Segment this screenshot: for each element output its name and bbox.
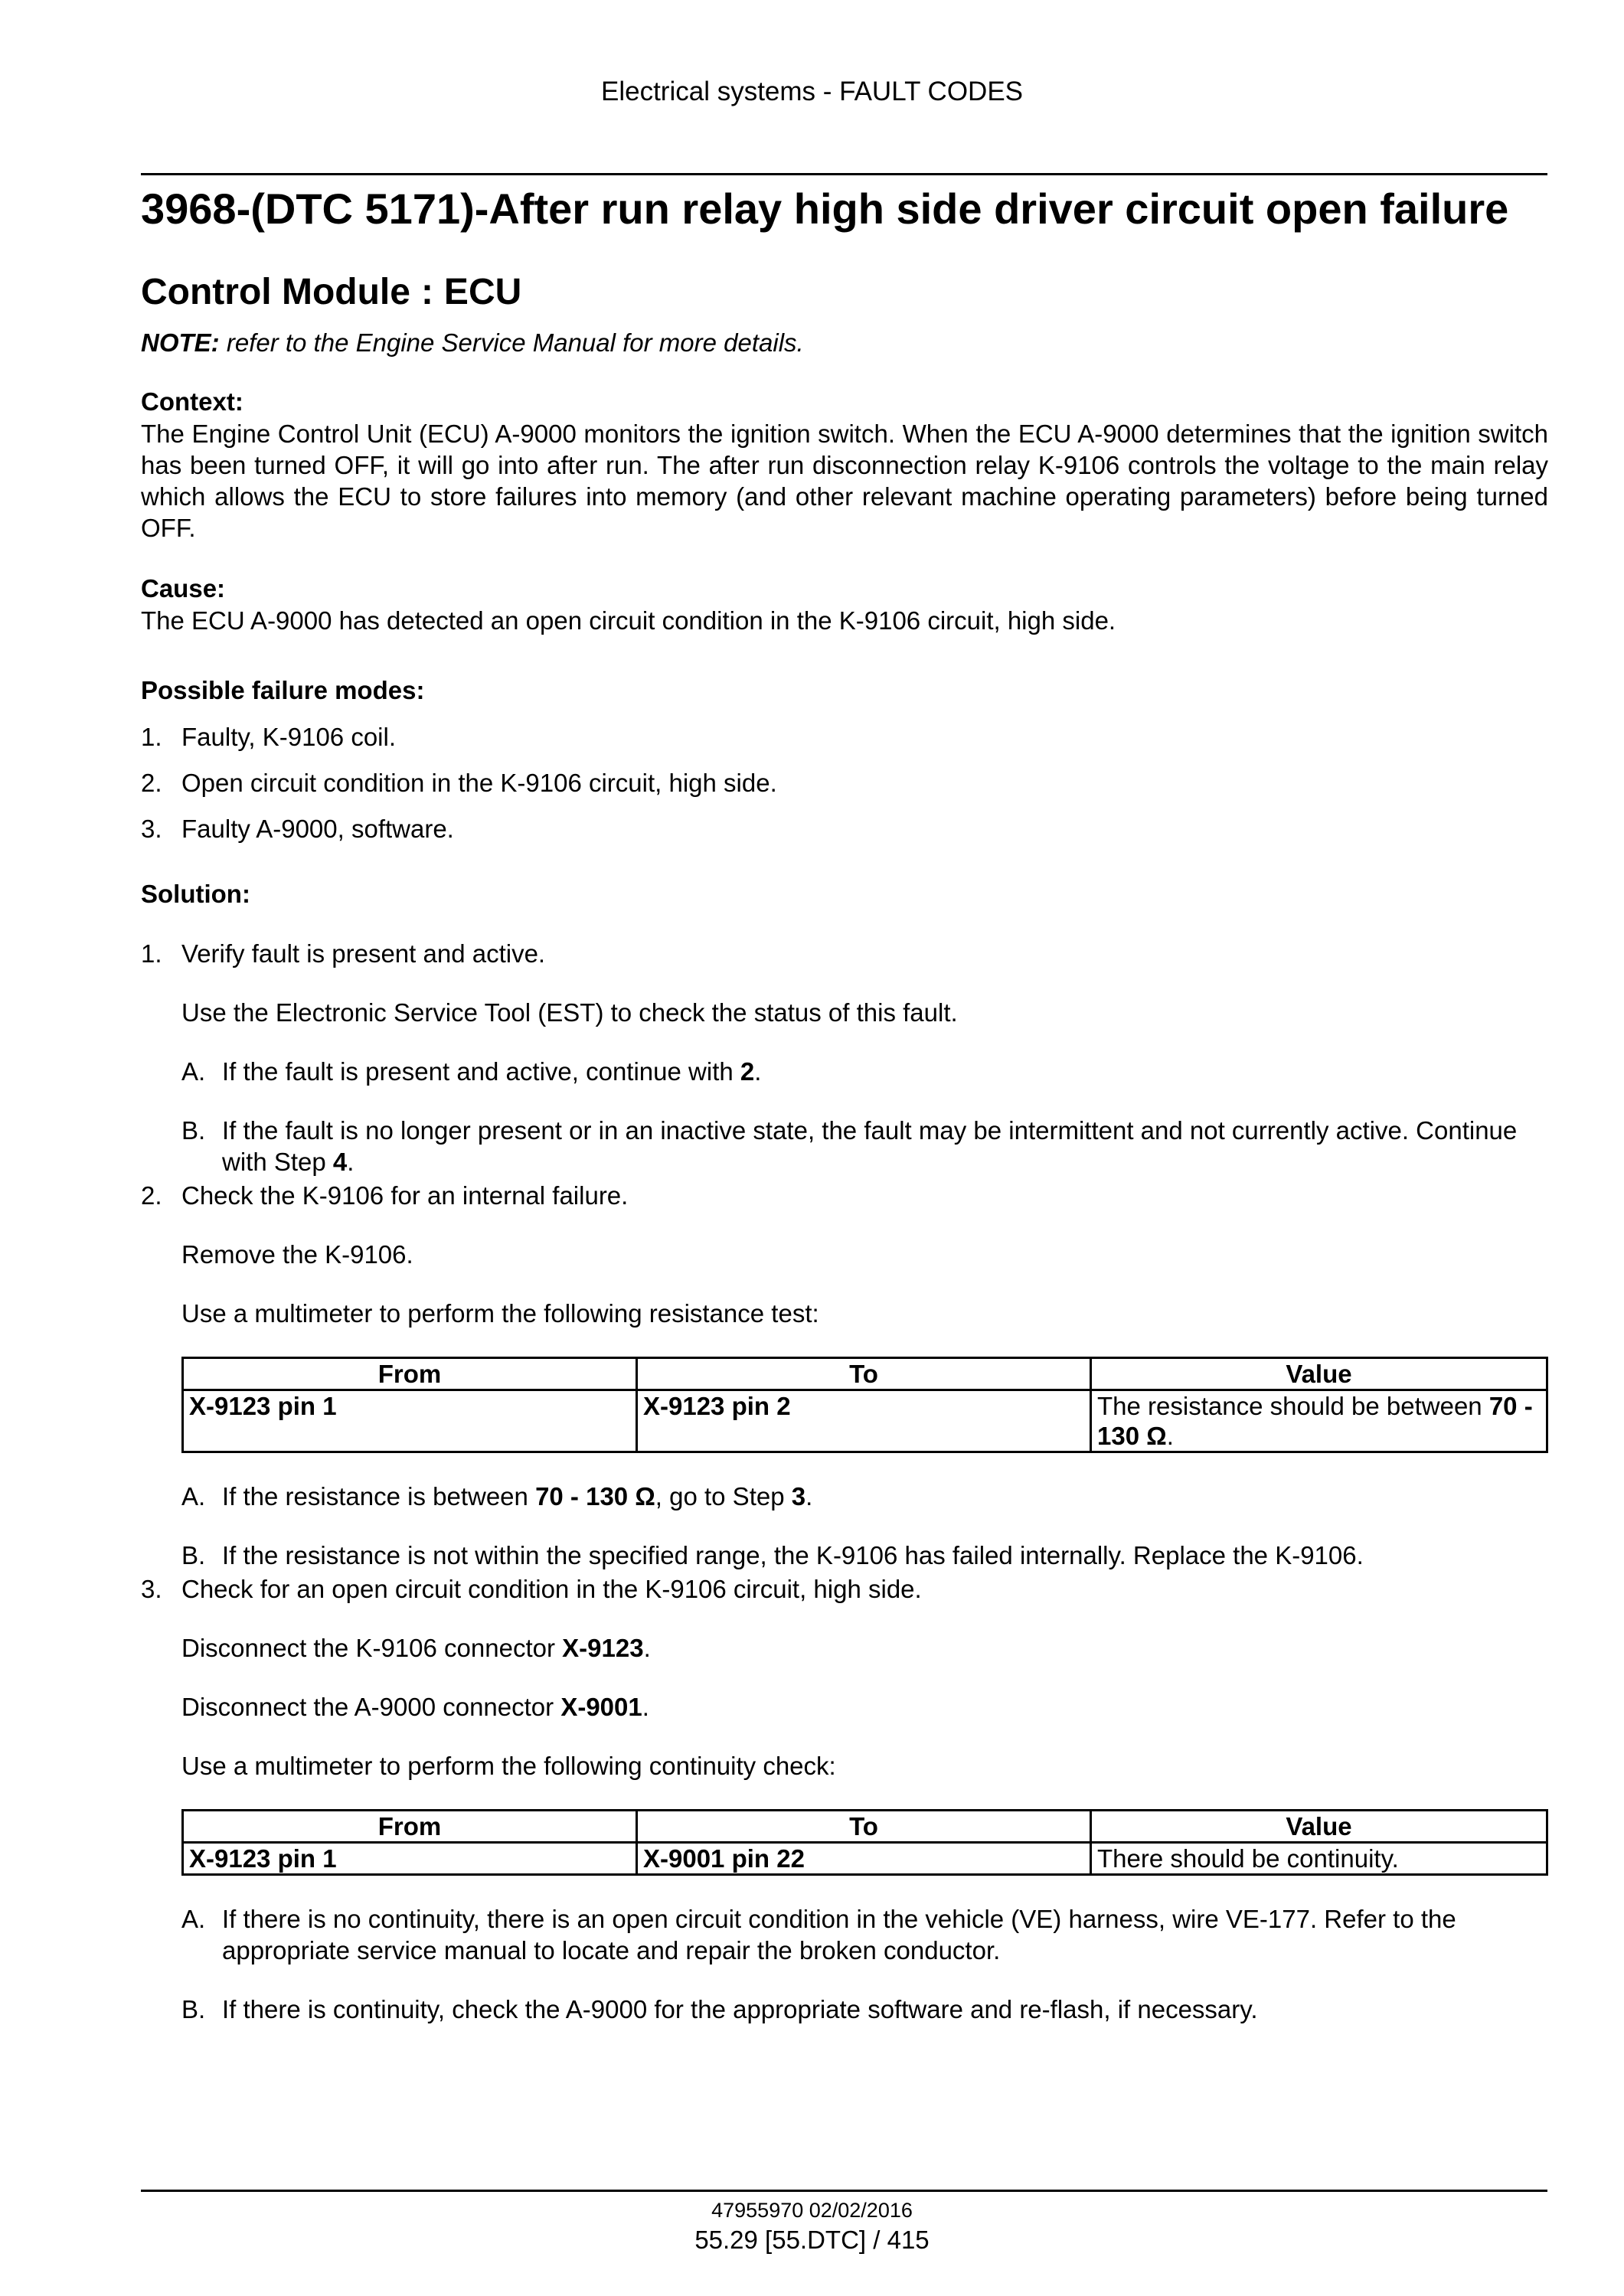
cause-text: The ECU A-9000 has detected an open circuit condition in the K-9106 circuit, high side. [141,606,1116,635]
step-text: Check the K-9106 for an internal failure. [181,1181,629,1210]
failure-mode-text: Faulty, K-9106 coil. [181,723,397,751]
footer-rule [141,2190,1547,2192]
context-text: The Engine Control Unit (ECU) A-9000 monitors the ignition switch. When the ECU A-9000 determines that the ignition switch has been turned OFF, it will go into after run. The after run disconnection relay K-9106 controls the voltage to the main relay which allows the ECU to store failures into memory (and other relevant machine operating parameters) before being turned OFF. [141,420,1548,542]
context-heading: Context: [141,387,243,416]
control-module-separator: : [420,272,433,312]
option-b [181,1994,1548,2025]
option-marker: B. [181,1995,206,2023]
solution-heading: Solution: [141,880,250,908]
solution-step-1 [141,938,1548,969]
control-module-label: Control Module [141,272,410,312]
option-text: If the fault is present and active, continue with [222,1057,740,1086]
failure-mode-item [141,767,1548,799]
control-module-value: ECU [443,272,522,312]
failure-mode-item [141,721,1548,753]
page-content [141,182,1548,2025]
table-header-row [183,1811,1547,1843]
column-header: From [183,1358,637,1390]
step-1-options [181,1056,1548,1177]
option-marker: B. [181,1116,206,1145]
option-text: If there is continuity, check the A-9000 for the appropriate software and re-flash, if necessary. [222,1995,1258,2023]
value-range: 70 - 130 Ω [1097,1392,1533,1450]
column-header: From [183,1811,637,1843]
value-cell: There should be continuity. [1091,1843,1547,1875]
option-text: If the fault is no longer present or in an inactive state, the fault may be intermittent and not currently active. Continue with Step [222,1116,1518,1176]
column-header: Value [1091,1811,1547,1843]
step-text: Verify fault is present and active. [181,939,546,968]
instruction-text: Disconnect the K-9106 connector [181,1634,563,1662]
instruction-end: . [642,1693,649,1721]
value-text: The resistance should be between [1097,1392,1489,1420]
failure-modes-section [141,674,1548,844]
document-code: 47955970 02/02/2016 [711,2199,913,2222]
value-text-end: . [1166,1422,1174,1450]
option-marker: B. [181,1541,206,1569]
failure-mode-text: Open circuit condition in the K-9106 circuit, high side. [181,769,777,797]
connector-id: X-9123 [562,1634,644,1662]
context-section [141,386,1548,544]
to-cell: X-9001 pin 22 [637,1843,1091,1875]
list-number: 3. [141,815,162,843]
page-reference: 55.29 [55.DTC] / 415 [694,2226,930,2254]
list-number: 1. [141,939,162,968]
option-text: If the resistance is not within the specified range, the K-9106 has failed internally. Replace the K-9106. [222,1541,1364,1569]
option-text: If the resistance is between [222,1482,536,1511]
column-header: Value [1091,1358,1547,1390]
list-number: 2. [141,769,162,797]
option-text: If there is no continuity, there is an open circuit condition in the vehicle (VE) harness, wire VE-177. Refer to the appropriate service manual to locate and repair the broken conductor. [222,1905,1456,1965]
option-text-end: . [754,1057,762,1086]
step-reference: 2 [740,1057,755,1086]
value-cell [1091,1390,1547,1452]
column-header: To [637,1358,1091,1390]
option-b [181,1540,1548,1571]
note [141,326,1548,360]
cause-heading: Cause: [141,574,226,603]
table-row [183,1843,1547,1875]
resistance-range: 70 - 130 Ω [535,1482,655,1511]
list-number: 3. [141,1575,162,1603]
option-marker: A. [181,1482,206,1511]
control-module-heading [141,269,1548,315]
note-text: refer to the Engine Service Manual for more details. [226,328,804,357]
step-instruction: Use a multimeter to perform the following continuity check: [181,1752,836,1780]
option-text-end: . [347,1148,355,1176]
running-header: Electrical systems - FAULT CODES [600,77,1024,106]
option-text-mid: , go to Step [655,1482,792,1511]
option-marker: A. [181,1905,206,1933]
instruction-text: Disconnect the A-9000 connector [181,1693,561,1721]
continuity-check-table [181,1809,1548,1876]
option-a [181,1903,1548,1966]
resistance-test-table [181,1357,1548,1453]
step-text: Check for an open circuit condition in the K-9106 circuit, high side. [181,1575,922,1603]
list-number: 1. [141,723,162,751]
page-title: 3968-(DTC 5171)-After run relay high side driver circuit open failure [141,185,1509,233]
step-reference: 4 [332,1148,348,1176]
failure-mode-item [141,813,1548,844]
from-cell: X-9123 pin 1 [183,1843,637,1875]
list-number: 2. [141,1181,162,1210]
option-b [181,1115,1548,1177]
step-instruction [181,1632,1548,1664]
option-text-end: . [805,1482,813,1511]
solution-section [141,878,1548,2025]
note-label: NOTE: [141,328,220,357]
column-header: To [637,1811,1091,1843]
solution-step-2 [141,1180,1548,1211]
step-3-options [181,1903,1548,2025]
table-row [183,1390,1547,1452]
option-a [181,1481,1548,1512]
step-instruction: Use the Electronic Service Tool (EST) to check the status of this fault. [181,998,958,1027]
header-rule [141,173,1547,175]
solution-step-3 [141,1573,1548,1605]
to-cell: X-9123 pin 2 [637,1390,1091,1452]
cause-section [141,573,1548,636]
step-instruction: Use a multimeter to perform the following resistance test: [181,1299,819,1328]
step-reference: 3 [791,1482,806,1511]
option-marker: A. [181,1057,206,1086]
step-instruction [181,1691,1548,1723]
connector-id: X-9001 [560,1693,642,1721]
option-a [181,1056,1548,1087]
table-header-row [183,1358,1547,1390]
failure-mode-text: Faulty A-9000, software. [181,815,454,843]
step-instruction: Remove the K-9106. [181,1240,413,1269]
from-cell: X-9123 pin 1 [183,1390,637,1452]
instruction-end: . [643,1634,651,1662]
failure-modes-heading: Possible failure modes: [141,676,425,704]
step-2-options [181,1481,1548,1571]
